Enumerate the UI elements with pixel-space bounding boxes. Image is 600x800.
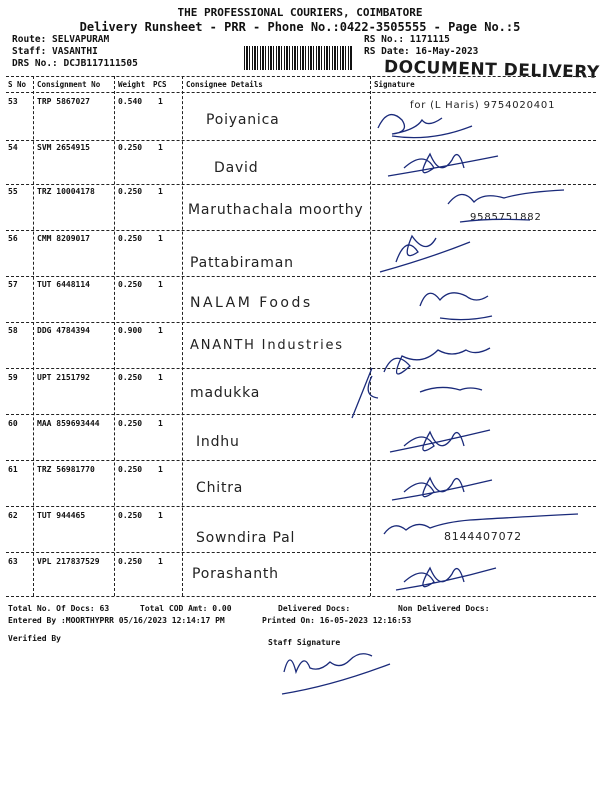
signature-58 [352, 348, 490, 418]
row-consignment: MAA 859693444 [37, 419, 100, 428]
row-pcs: 1 [158, 511, 163, 520]
printed-on: Printed On: 16-05-2023 12:16:53 [262, 616, 412, 625]
row-sno: 59 [8, 373, 18, 382]
signature-59 [420, 387, 482, 392]
row-sno: 54 [8, 143, 18, 152]
col-signature: Signature [374, 80, 415, 89]
entered-by: Entered By :MOORTHYPRR 05/16/2023 12:14:17 PM [8, 616, 225, 625]
row-weight: 0.900 [118, 326, 143, 335]
row-consignment: TRZ 10004178 [37, 187, 95, 196]
row-consignee: NALAM Foods [190, 295, 313, 311]
row-consignment: TUT 6448114 [37, 280, 90, 289]
row-consignment: SVM 2654915 [37, 143, 90, 152]
total-docs: Total No. Of Docs: 63 [8, 604, 110, 613]
rs-date: RS Date: 16-May-2023 [364, 46, 479, 57]
col-pcs: PCS [153, 80, 167, 89]
signature-55 [448, 190, 564, 222]
row-weight: 0.250 [118, 143, 143, 152]
row-signature-note: for (L Haris) 9754020401 [410, 100, 556, 111]
non-delivered-docs: Non Delivered Docs: [398, 604, 490, 613]
row-weight: 0.250 [118, 187, 143, 196]
row-consignment: VPL 217837529 [37, 557, 100, 566]
staff-signature-scribble [282, 654, 390, 694]
row-pcs: 1 [158, 373, 163, 382]
verified-by: Verified By [8, 634, 61, 643]
col-weight: Weight [118, 80, 146, 89]
row-pcs: 1 [158, 557, 163, 566]
row-weight: 0.250 [118, 234, 143, 243]
row-consignee: Porashanth [192, 566, 279, 582]
row-weight: 0.540 [118, 97, 143, 106]
route-label: Route: SELVAPURAM [12, 34, 110, 45]
signature-53 [378, 115, 472, 138]
col-sno: S No [8, 80, 27, 89]
row-consignee: Indhu [196, 434, 240, 450]
row-consignment: UPT 2151792 [37, 373, 90, 382]
signature-54 [388, 154, 498, 176]
row-consignee: Maruthachala moorthy [188, 202, 364, 218]
row-pcs: 1 [158, 419, 163, 428]
row-consignee: Chitra [196, 480, 244, 496]
row-sno: 57 [8, 280, 18, 289]
row-consignment: TRP 5867027 [37, 97, 90, 106]
row-consignee: Pattabiraman [190, 255, 294, 271]
document-delivery-stamp: DOCUMENT DELIVERY [383, 57, 600, 83]
staff-signature-label: Staff Signature [268, 638, 341, 647]
row-pcs: 1 [158, 97, 163, 106]
row-pcs: 1 [158, 143, 163, 152]
signature-60 [390, 430, 490, 452]
signature-62 [384, 514, 578, 534]
row-weight: 0.250 [118, 419, 143, 428]
row-consignee: madukka [190, 385, 261, 401]
row-sno: 63 [8, 557, 18, 566]
rs-number: RS No.: 1171115 [364, 34, 450, 45]
row-sno: 62 [8, 511, 18, 520]
row-pcs: 1 [158, 280, 163, 289]
row-consignee: Poiyanica [206, 112, 280, 128]
signature-57 [420, 293, 492, 320]
row-consignee: Sowndira Pal [196, 530, 296, 546]
row-pcs: 1 [158, 465, 163, 474]
delivered-docs: Delivered Docs: [278, 604, 351, 613]
row-consignee: David [214, 160, 259, 176]
row-pcs: 1 [158, 187, 163, 196]
signature-56 [380, 236, 470, 272]
row-sno: 55 [8, 187, 18, 196]
signature-61 [392, 478, 492, 500]
total-cod: Total COD Amt: 0.00 [140, 604, 232, 613]
row-consignment: TUT 944465 [37, 511, 86, 520]
row-sno: 61 [8, 465, 18, 474]
row-weight: 0.250 [118, 511, 143, 520]
row-pcs: 1 [158, 326, 163, 335]
signature-63 [396, 568, 496, 590]
row-sno: 53 [8, 97, 18, 106]
row-sno: 58 [8, 326, 18, 335]
col-consignment: Consignment No [37, 80, 101, 89]
row-weight: 0.250 [118, 280, 143, 289]
row-consignment: TRZ 56981770 [37, 465, 95, 474]
row-weight: 0.250 [118, 373, 143, 382]
company-title: THE PROFESSIONAL COURIERS, COIMBATORE [177, 6, 423, 19]
staff-label: Staff: VASANTHI [12, 46, 98, 57]
row-signature-note: 8144407072 [444, 530, 522, 543]
row-consignment: DDG 4784394 [37, 326, 90, 335]
row-consignment: CMM 8209017 [37, 234, 90, 243]
row-signature-note: 9585751882 [470, 212, 542, 223]
row-pcs: 1 [158, 234, 163, 243]
col-details: Consignee Details [186, 80, 263, 89]
row-consignee: ANANTH Industries [190, 338, 344, 353]
runsheet-title: Delivery Runsheet - PRR - Phone No.:0422-3505555 - Page No.:5 [79, 20, 521, 34]
row-sno: 60 [8, 419, 18, 428]
drs-number: DRS No.: DCJB117111505 [12, 58, 138, 69]
row-weight: 0.250 [118, 465, 143, 474]
row-weight: 0.250 [118, 557, 143, 566]
row-sno: 56 [8, 234, 18, 243]
